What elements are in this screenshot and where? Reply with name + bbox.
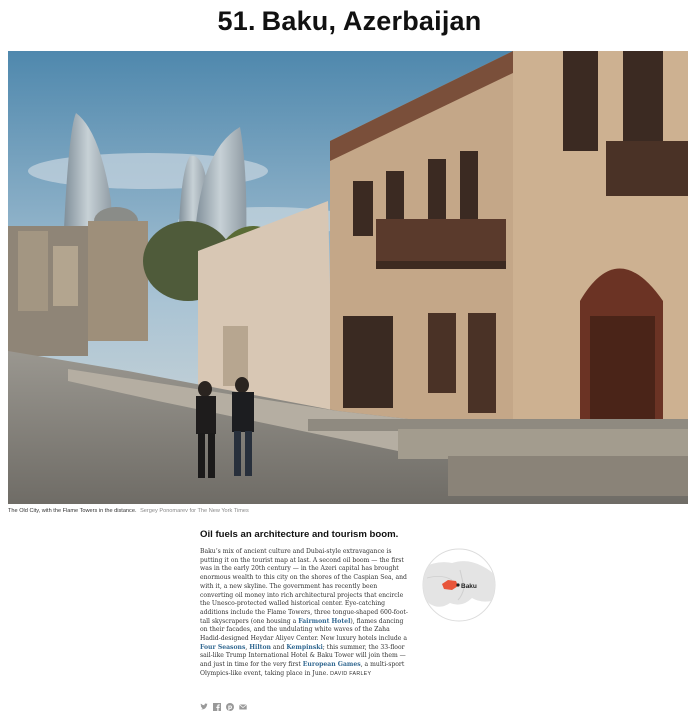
locator-map bbox=[422, 548, 496, 622]
link-four-seasons[interactable]: Four Seasons bbox=[200, 643, 246, 651]
article-body bbox=[200, 529, 410, 679]
text-segment: and bbox=[270, 643, 287, 651]
link-fairmont-hotel[interactable]: Fairmont Hotel bbox=[298, 617, 351, 625]
rank-number: 51. bbox=[217, 6, 256, 36]
text-segment: ), flames dancing on their facades, and the undulating white waves of the Zaha Hadid-designed Heydar Aliyev Center. New luxury hotels include a bbox=[200, 617, 407, 643]
photo-caption bbox=[8, 508, 688, 514]
byline: DAVID FARLEY bbox=[330, 670, 372, 677]
article-paragraph bbox=[200, 548, 410, 679]
text-segment: ; this summer, the 33-floor sail-like Trump International Hotel & Baku Tower will join them — and just in time for the very first bbox=[200, 643, 406, 669]
svg-text:p: p bbox=[227, 704, 233, 711]
share-bar bbox=[200, 703, 247, 711]
email-icon[interactable] bbox=[239, 703, 247, 711]
text-segment: , bbox=[245, 643, 250, 651]
hero-photo bbox=[8, 51, 688, 504]
text-segment: , a multi-sport Olympics-like event, taking place in June. bbox=[200, 661, 405, 677]
article-subhead: Oil fuels an architecture and tourism boom. bbox=[200, 529, 399, 540]
link-kempinski[interactable]: Kempinski bbox=[286, 643, 323, 651]
pinterest-icon[interactable] bbox=[226, 703, 234, 711]
baku-marker bbox=[456, 583, 459, 586]
text-segment: Baku’s mix of ancient culture and Dubai-style extravagance is putting it on the tourist map at last. A second oil boom — the first was in the early 20th century — in the Azeri capital has brought enormous wealth to this city on the shores of the Caspian Sea, and with it, a new skyline. The government has recently been converting oil money into rich architectural projects that encircle the Unesco-protected walled historical center. Eye-catching additions include the Flame Towers, three tongue-shaped 600-foot-tall skyscrapers (one housing a bbox=[200, 548, 408, 625]
page-title bbox=[0, 6, 699, 37]
link-european-games[interactable]: European Games bbox=[302, 661, 361, 669]
facebook-icon[interactable] bbox=[213, 703, 221, 711]
link-hilton[interactable]: Hilton bbox=[249, 643, 271, 651]
photo-credit: Sergey Ponomarev for The New York Times bbox=[140, 508, 249, 514]
twitter-icon[interactable] bbox=[200, 703, 208, 711]
destination-title: Baku, Azerbaijan bbox=[261, 6, 482, 36]
map-label-baku: Baku bbox=[461, 583, 477, 590]
caption-text: The Old City, with the Flame Towers in the distance. bbox=[8, 508, 137, 514]
